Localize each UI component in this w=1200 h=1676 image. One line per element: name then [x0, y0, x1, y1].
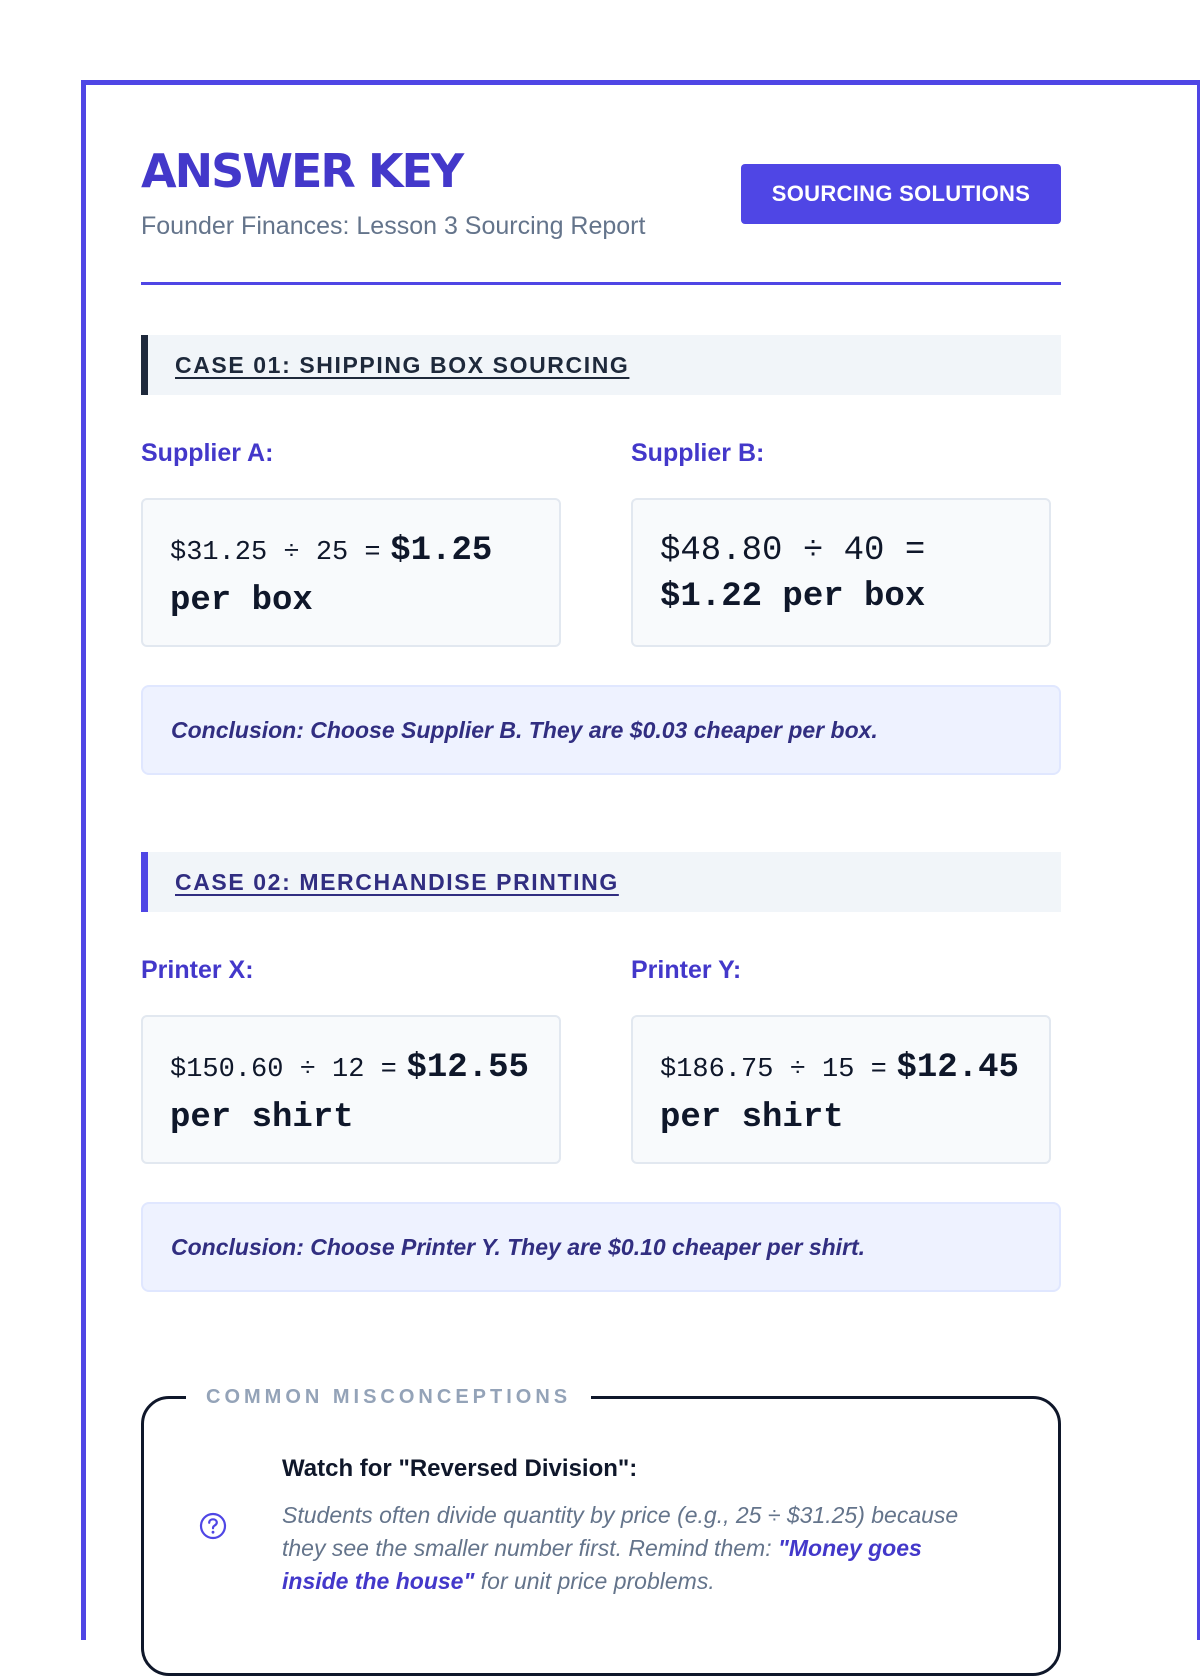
page-title: ANSWER KEY	[141, 144, 463, 198]
misconception-text-after: for unit price problems.	[480, 1568, 715, 1594]
misconceptions-legend: COMMON MISCONCEPTIONS	[186, 1377, 591, 1417]
printer-x-calculation	[141, 1015, 561, 1164]
printer-y-unit: per shirt	[660, 1099, 844, 1137]
case-01-heading-text: CASE 01: SHIPPING BOX SOURCING	[175, 352, 630, 378]
supplier-a-expression: $31.25 ÷ 25 =	[170, 538, 381, 568]
question-circle-icon	[198, 1511, 228, 1541]
misconception-text-before: Students often divide quantity by price (e.g., 25 ÷ $31.25) because they see the smaller number first. Remind them:	[282, 1502, 959, 1561]
supplier-a-unit: per box	[170, 582, 313, 620]
supplier-b-label: Supplier B:	[631, 439, 765, 467]
sourcing-solutions-badge: SOURCING SOLUTIONS	[741, 164, 1061, 224]
misconception-description	[282, 1499, 982, 1598]
printer-x-label: Printer X:	[141, 956, 254, 984]
supplier-a-label: Supplier A:	[141, 439, 274, 467]
printer-x-unit-price: $12.55	[406, 1049, 529, 1087]
printer-y-line1	[660, 1045, 1023, 1095]
answer-key-page	[81, 80, 1200, 1640]
printer-x-expression: $150.60 ÷ 12 =	[170, 1055, 397, 1085]
supplier-a-unit-price: $1.25	[390, 532, 493, 570]
case-01-conclusion: Conclusion: Choose Supplier B. They are $0.03 cheaper per box.	[141, 685, 1061, 775]
printer-y-label: Printer Y:	[631, 956, 742, 984]
printer-y-unit-price: $12.45	[896, 1049, 1019, 1087]
case-02-heading-text: CASE 02: MERCHANDISE PRINTING	[175, 869, 619, 895]
page-header	[141, 145, 1061, 285]
supplier-a-calculation	[141, 498, 561, 647]
misconception-emphasis: "Money goes inside the house"	[282, 1535, 922, 1594]
printer-y-calculation	[631, 1015, 1051, 1164]
supplier-b-unit-price: $1.22 per box	[660, 578, 926, 616]
printer-y-expression: $186.75 ÷ 15 =	[660, 1055, 887, 1085]
case-02-heading	[141, 852, 1061, 912]
case-02-conclusion: Conclusion: Choose Printer Y. They are $0.10 cheaper per shirt.	[141, 1202, 1061, 1292]
supplier-b-expression: $48.80 ÷ 40 =	[660, 532, 926, 570]
misconceptions-panel	[141, 1386, 1061, 1676]
supplier-b-calculation	[631, 498, 1051, 647]
page-subtitle: Founder Finances: Lesson 3 Sourcing Report	[141, 212, 646, 240]
misconception-title: Watch for "Reversed Division":	[282, 1455, 638, 1482]
printer-x-line1	[170, 1045, 533, 1095]
printer-x-unit: per shirt	[170, 1099, 354, 1137]
supplier-a-line1	[170, 528, 533, 578]
case-01-heading	[141, 335, 1061, 395]
